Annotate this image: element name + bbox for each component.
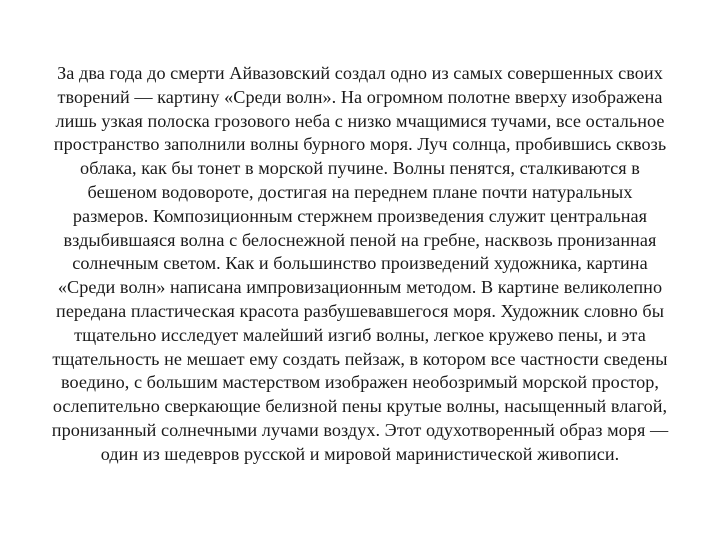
body-paragraph xyxy=(10,62,710,467)
text-line: вздыбившаяся волна с белоснежной пеной на гребне, насквозь пронизанная xyxy=(63,229,657,250)
text-line: передана пластическая красота разбушевавшегося моря. Художник словно бы xyxy=(56,300,664,321)
text-line: пронизанный солнечными лучами воздух. Этот одухотворенный образ моря — xyxy=(51,419,669,440)
text-line: ослепительно сверкающие белизной пены крутые волны, насыщенный влагой, xyxy=(52,396,668,417)
text-line: За два года до смерти Айвазовский создал одно из самых совершенных своих xyxy=(57,63,663,83)
text-line: «Среди волн» написана импровизационным методом. В картине великолепно xyxy=(57,277,663,298)
text-line: один из шедевров русской и мировой маринистической живописи. xyxy=(100,443,620,464)
text-line: тщательно исследует малейший изгиб волны, легкое кружево пены, и эта xyxy=(74,324,646,345)
text-line: творений — картину «Среди волн». На огромном полотне вверху изображена xyxy=(57,86,663,107)
text-line: пространство заполнили волны бурного моря. Луч солнца, пробившись сквозь xyxy=(53,134,667,155)
text-line: солнечным светом. Как и большинство произведений художника, картина xyxy=(72,253,648,274)
text-line: воедино, с большим мастерством изображен необозримый морской простор, xyxy=(60,372,659,393)
text-line: размеров. Композиционным стержнем произведения служит центральная xyxy=(72,205,648,226)
text-line: бешеном водовороте, достигая на переднем плане почти натуральных xyxy=(87,181,633,202)
text-line: лишь узкая полоска грозового неба с низко мчащимися тучами, все остальное xyxy=(55,110,665,131)
text-line: облака, как бы тонет в морской пучине. Волны пенятся, сталкиваются в xyxy=(80,158,640,179)
text-line: тщательность не мешает ему создать пейзаж, в котором все частности сведены xyxy=(52,348,668,369)
